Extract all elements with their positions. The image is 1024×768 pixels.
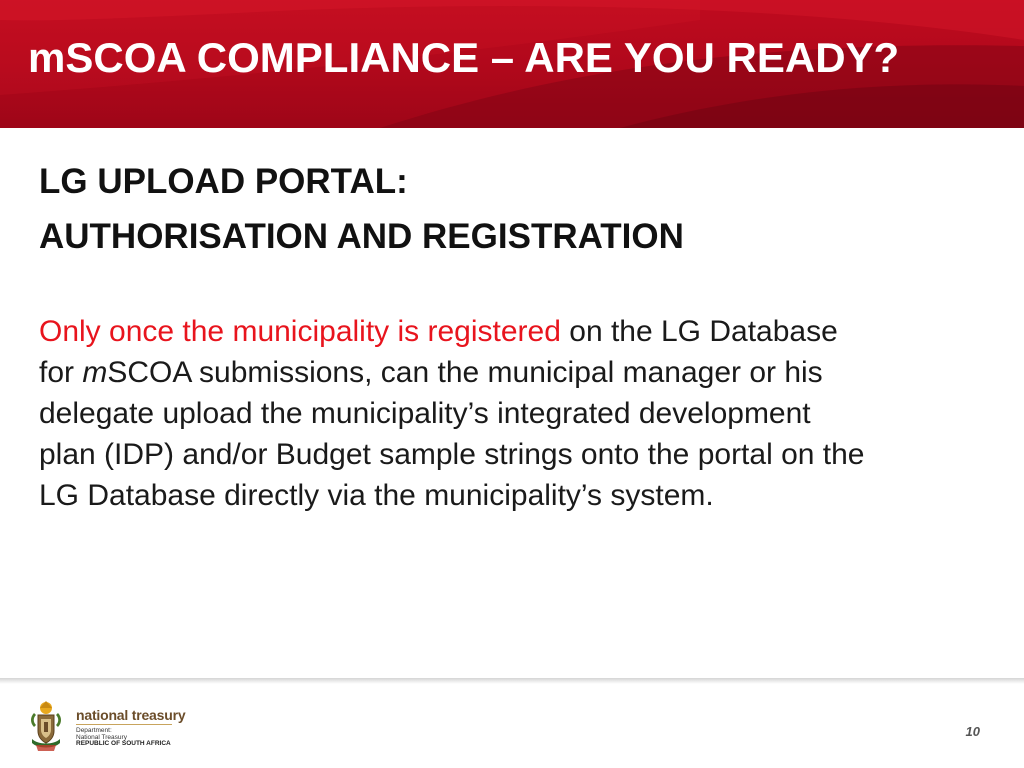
body-line-1-rest: on the LG Database (560, 315, 838, 348)
mscoa-italic-m: m (82, 356, 108, 389)
coat-of-arms-icon (26, 699, 66, 753)
body-line-4: plan (IDP) and/or Budget sample strings onto the portal on the (39, 438, 865, 471)
title-bar (0, 0, 1024, 128)
subheading-line-2: AUTHORISATION AND REGISTRATION (39, 217, 684, 256)
org-name-underline (76, 724, 172, 725)
subheading-line-1: LG UPLOAD PORTAL: (39, 162, 408, 201)
body-line-5: LG Database directly via the municipality’s system. (39, 479, 714, 512)
org-department-name: National Treasury (76, 734, 127, 741)
body-line-2-prefix: for (39, 356, 83, 389)
org-department-label: Department: (76, 727, 112, 734)
slide-title: mSCOA COMPLIANCE – ARE YOU READY? (28, 34, 900, 81)
body-line-2-rest: SCOA submissions, can the municipal manager or his (107, 356, 823, 389)
footer-divider (0, 678, 1024, 684)
body-line-2 (39, 352, 999, 393)
body-paragraph (39, 311, 999, 516)
registration-highlight: Only once the municipality is registered (39, 315, 561, 348)
org-name: national treasury (76, 707, 186, 723)
org-country: REPUBLIC OF SOUTH AFRICA (76, 740, 171, 747)
page-number: 10 (965, 724, 980, 739)
body-line-1 (39, 311, 999, 352)
body-line-3: delegate upload the municipality’s integrated development (39, 397, 811, 430)
